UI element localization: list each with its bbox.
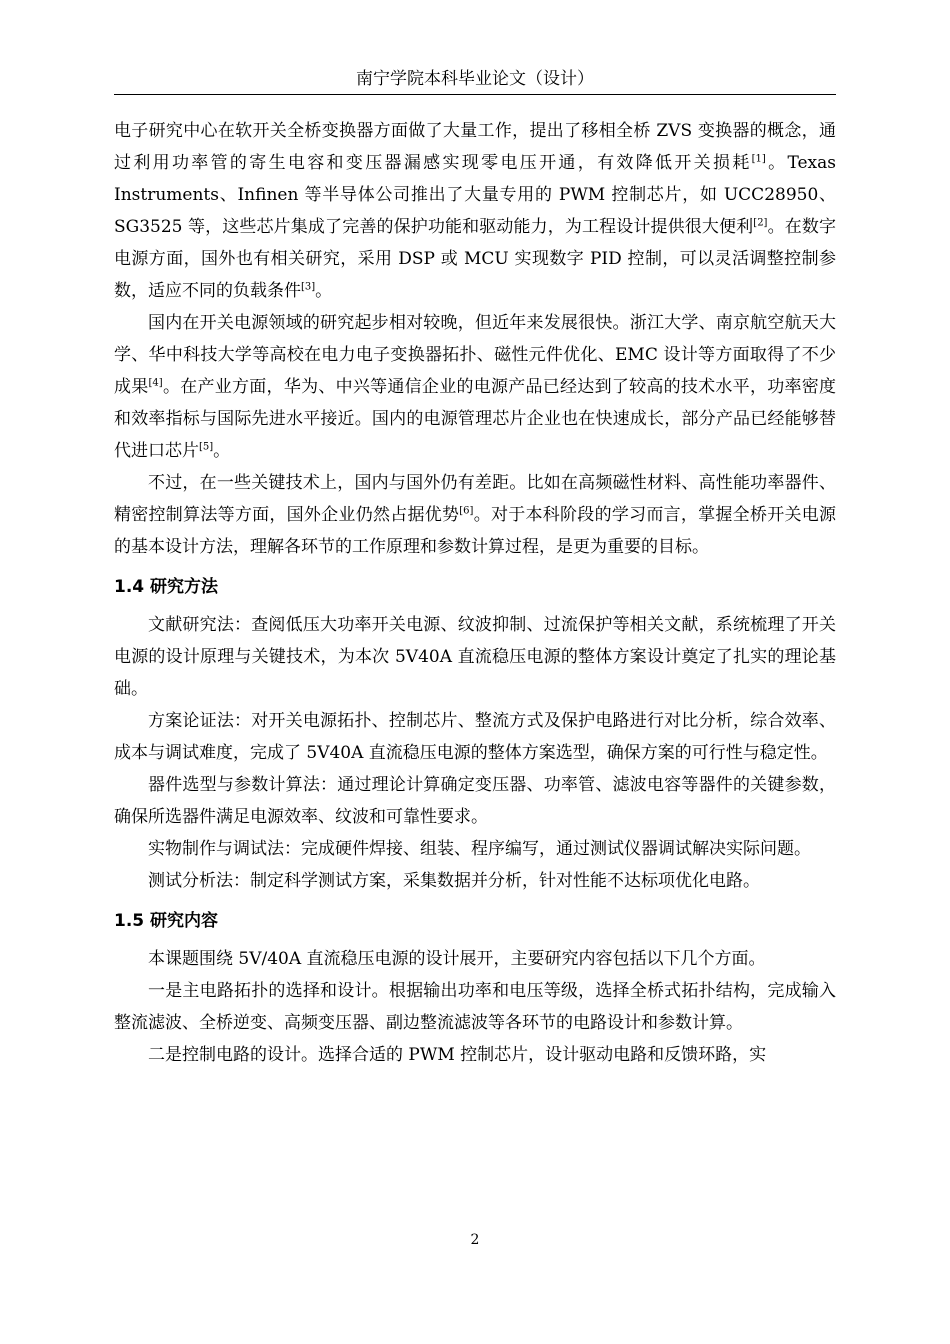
citation-ref: [2] <box>753 217 768 229</box>
paragraph-content-intro: 本课题围绕 5V/40A 直流稳压电源的设计展开，主要研究内容包括以下几个方面。 <box>148 949 766 969</box>
paragraph-component-method: 器件选型与参数计算法：通过理论计算确定变压器、功率管、滤波电容等器件的关键参数，确保所选器件满足电源效率、纹波和可靠性要求。 <box>114 775 836 827</box>
paragraph-control-circuit: 二是控制电路的设计。选择合适的 PWM 控制芯片，设计驱动电路和反馈环路，实 <box>148 1045 767 1065</box>
paragraph-gap-analysis <box>114 467 836 563</box>
text-run: 电子研究中心在软开关全桥变换器方面做了大量工作，提出了移相全桥 ZVS 变换器的概念，通过利用功率管的寄生电容和变压器漏感实现零电压开通，有效降低开关损耗 <box>114 121 836 173</box>
text-run: 。在数字电源方面，国外也有相关研究，采用 DSP 或 MCU 实现数字 PID 控制，可以灵活调整控制参数，适应不同的负载条件 <box>114 217 836 301</box>
section-heading-research-methods: 1.4 研究方法 <box>114 577 219 597</box>
section-heading-research-content: 1.5 研究内容 <box>114 911 219 931</box>
page-number: 2 <box>470 1232 480 1248</box>
citation-ref: [4] <box>148 377 163 389</box>
running-header: 南宁学院本科毕业论文（设计） <box>356 69 594 89</box>
citation-ref: [1] <box>751 153 766 165</box>
paragraph-main-circuit: 一是主电路拓扑的选择和设计。根据输出功率和电压等级，选择全桥式拓扑结构，完成输入整流滤波、全桥逆变、高频变压器、副边整流滤波等各环节的电路设计和参数计算。 <box>114 981 836 1033</box>
body-text <box>114 115 836 1071</box>
text-run: 。对于本科阶段的学习而言，掌握全桥开关电源的基本设计方法，理解各环节的工作原理和参数计算过程，是更为重要的目标。 <box>114 505 836 557</box>
text-run: 。在产业方面，华为、中兴等通信企业的电源产品已经达到了较高的技术水平，功率密度和效率指标与国际先进水平接近。国内的电源管理芯片企业也在快速成长，部分产品已经能够替代进口芯片 <box>114 377 837 461</box>
citation-ref: [3] <box>301 281 316 293</box>
text-run: 不过，在一些关键技术上，国内与国外仍有差距。比如在高频磁性材料、高性能功率器件、精密控制算法等方面，国外企业仍然占据优势 <box>114 473 836 525</box>
text-run: 国内在开关电源领域的研究起步相对较晚，但近年来发展很快。浙江大学、南京航空航天大学、华中科技大学等高校在电力电子变换器拓扑、磁性元件优化、EMC 设计等方面取得了不少成果 <box>114 313 836 397</box>
text-run: 。Texas Instruments、Infinen 等半导体公司推出了大量专用的 PWM 控制芯片，如 UCC28950、SG3525 等，这些芯片集成了完善的保护功能和驱动能力，为工程设计提供很大便利 <box>114 153 837 237</box>
paragraph-foreign-research <box>114 115 836 307</box>
text-run: 。 <box>315 281 333 301</box>
header-rule <box>114 94 836 95</box>
text-run: 。 <box>213 441 231 461</box>
paragraph-build-method: 实物制作与调试法：完成硬件焊接、组装、程序编写，通过测试仪器调试解决实际问题。 <box>148 839 811 859</box>
citation-ref: [5] <box>199 441 214 453</box>
paragraph-domestic-research <box>114 307 836 467</box>
paragraph-test-method: 测试分析法：制定科学测试方案，采集数据并分析，针对性能不达标项优化电路。 <box>148 871 760 891</box>
paragraph-literature-method: 文献研究法：查阅低压大功率开关电源、纹波抑制、过流保护等相关文献，系统梳理了开关电源的设计原理与关键技术，为本次 5V40A 直流稳压电源的整体方案设计奠定了扎实的理论基础。 <box>114 615 836 699</box>
citation-ref: [6] <box>459 505 474 517</box>
paragraph-scheme-method: 方案论证法：对开关电源拓扑、控制芯片、整流方式及保护电路进行对比分析，综合效率、成本与调试难度，完成了 5V40A 直流稳压电源的整体方案选型，确保方案的可行性与稳定性。 <box>114 711 836 763</box>
